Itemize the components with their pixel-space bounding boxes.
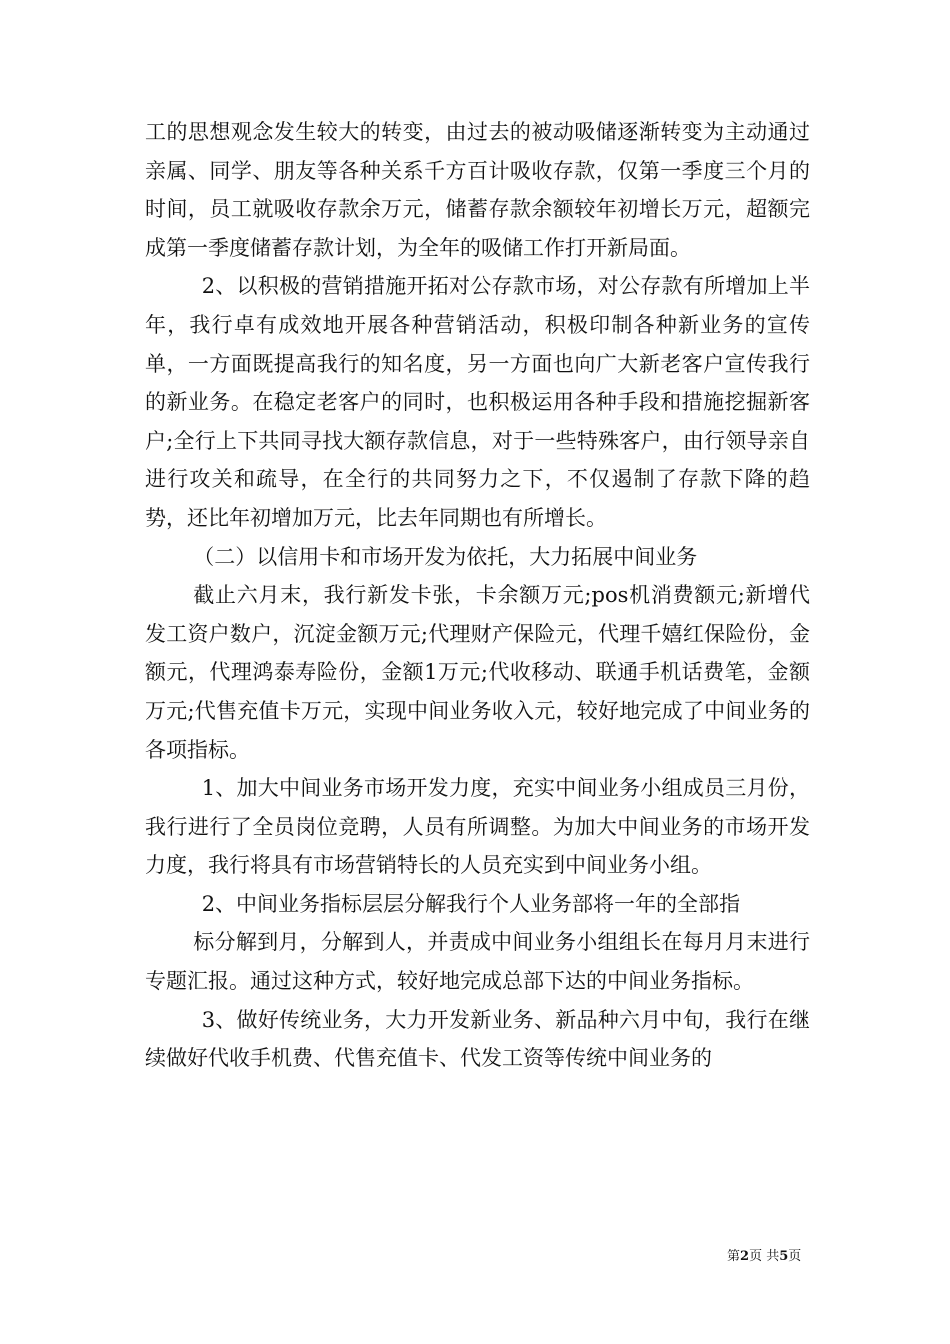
footer-current-page: 2 [740, 1249, 750, 1264]
paragraph-june-results: 截止六月末，我行新发卡张，卡余额万元;pos机消费额元;新增代发工资户数户，沉淀金额万元;代理财产保险元，代理千嬉红保险份，金额元，代理鸿泰寿险份，金额1万元;代收移动、联通手机话费笔，金额万元;代售充值卡万元，实现中间业务收入元，较好地完成了中间业务的各项指标。 [145, 583, 810, 762]
footer-middle: 页 共 [749, 1249, 780, 1264]
footer-suffix: 页 [788, 1249, 802, 1264]
document-body [145, 113, 810, 1078]
paragraph-continuation: 工的思想观念发生较大的转变，由过去的被动吸储逐渐转变为主动通过亲属、同学、朋友等各种关系千方百计吸收存款，仅第一季度三个月的时间，员工就吸收存款余万元，储蓄存款余额较年初增长万元，超额完成第一季度储蓄存款计划，为全年的吸储工作打开新局面。 [145, 120, 810, 260]
paragraph-corporate-deposits: 2、以积极的营销措施开拓对公存款市场，对公存款有所增加上半年，我行卓有成效地开展各种营销活动，积极印制各种新业务的宣传单，一方面既提高我行的知名度，另一方面也向广大新老客户宣传我行的新业务。在稳定老客户的同时，也积极运用各种手段和措施挖掘新客户;全行上下共同寻找大额存款信息，对于一些特殊客户，由行领导亲自进行攻关和疏导，在全行的共同努力之下，不仅遏制了存款下降的趋势，还比年初增加万元，比去年同期也有所增长。 [145, 274, 810, 530]
paragraph-indicator-breakdown: 2、中间业务指标层层分解我行个人业务部将一年的全部指 [201, 891, 741, 916]
paragraph-market-development: 1、加大中间业务市场开发力度，充实中间业务小组成员三月份，我行进行了全员岗位竞聘，人员有所调整。为加大中间业务的市场开发力度，我行将具有市场营销特长的人员充实到中间业务小组。 [145, 776, 810, 878]
section-heading-intermediate-business: （二）以信用卡和市场开发为依托，大力拓展中间业务 [193, 544, 698, 569]
footer-prefix: 第 [727, 1249, 741, 1264]
footer-total-pages: 5 [779, 1249, 789, 1264]
page-number-footer [727, 1245, 801, 1264]
paragraph-traditional-business: 3、做好传统业务，大力开发新业务、新品种六月中旬，我行在继续做好代收手机费、代售充值卡、代发工资等传统中间业务的 [145, 1007, 810, 1071]
paragraph-indicator-breakdown-cont: 标分解到月，分解到人，并责成中间业务小组组长在每月月末进行专题汇报。通过这种方式，较好地完成总部下达的中间业务指标。 [145, 930, 810, 994]
